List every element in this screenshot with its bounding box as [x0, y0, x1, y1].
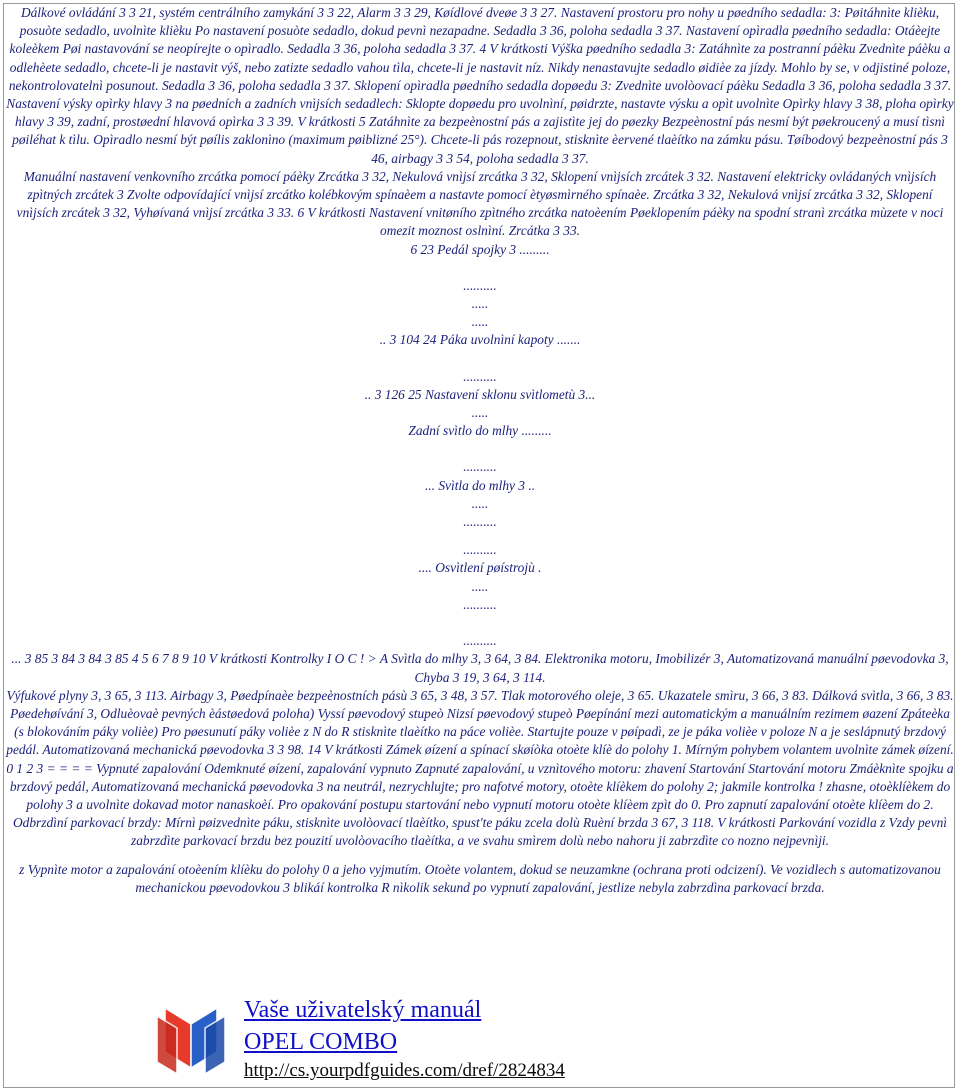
toc-line: .....: [471, 314, 489, 330]
source-url-link[interactable]: http://cs.yourpdfguides.com/dref/2824834: [244, 1060, 565, 1081]
toc-line: .....: [471, 578, 489, 594]
toc-line: ..........: [463, 277, 497, 293]
manual-title-link[interactable]: Vaše uživatelský manuál: [244, 997, 482, 1023]
toc-line: ..........: [463, 368, 497, 384]
car-model-link[interactable]: OPEL COMBO: [244, 1029, 398, 1055]
paragraph-mirrors: Manuální nastavení venkovního zrcátka pomocí páèky Zrcátka 3 32, Nekulová vnìjsí zrcátka 3 32, Sklopení vnìjsích zrcátek 3 32. Nastavení elektricky ovládaných vnìjsích zpìtných zrcátek 3 Zvolte odpovídající vnìjsí zrcátko kolébkovým spínaèem a nastavte pomocí ètyøsmìrného spínaèe. Zrcátka 3 32, Nekulová vnìjsí zrcátka 3 32, Sklopení vnìjsích zrcátek 3 32, Vyhøívaná vnìjsí zrcátka 3 33. 6 V krátkosti Nastavení vnitøního zpìtného zrcátka natoèením Pøeklopením páèky na spodní stranì zrcátka mùzete v noci omezit moznost oslnìní. Zrcátka 3 33.: [16, 168, 944, 239]
toc-line: .... Osvìtlení pøístrojù .: [418, 560, 542, 576]
footer: [0, 996, 960, 1092]
paragraph-warning-lights: ... 3 85 3 84 3 84 3 85 4 5 6 7 8 9 10 V krátkosti Kontrolky I O C ! > A Svìtla do mlhy 3, 3 64, 3 84. Elektronika motoru, Imobilizér 3, Automatizovaná manuální pøevodovka 3, Chyba 3 19, 3 64, 3 114.: [11, 651, 949, 685]
paragraph-parking: z Vypnìte motor a zapalování otoèením klíèku do polohy 0 a jeho vyjmutím. Otoète volantem, dokud se neuzamkne (ochrana proti odcizení). Ve vozidlech s automatizovanou mechanickou pøevodovkou 3 blikáí kontrolka R nìkolik sekund po vypnutí zapalování, jestlize nebyla zabrzdìna parkovací brzda.: [19, 861, 941, 895]
paragraph-indicators: Výfukové plyny 3, 3 65, 3 113. Airbagy 3, Pøedpínaèe bezpeènostních pásù 3 65, 3 48, 3 57. Tlak motorového oleje, 3 65. Ukazatele smìru, 3 66, 3 83. Dálková svìtla, 3 66, 3 83.: [6, 687, 954, 703]
paragraph-headrest-belts: Nastavení výsky opìrky hlavy 3 na pøedních a zadních vnìjsích sedadlech: Sklopte dopøedu pro uvolnìní, pøidrzte, nastavte výsku a opìt uvolnìte Opìrky hlavy 3 38, ploha opìrky hlavy 3 39, zadní, prostøední hlavová opìrka 3 3 39. V krátkosti 5 Zatáhnìte za bezpeènostní pás a zajistìte jej do pøezky Bezpeènostní pás nesmí být pøekroucený a musí tìsnì pøiléhat k tìlu. Opìradlo nesmí být pøílis zaklonìno (maximum pøiblizné 25°). Chcete-li pás rozepnout, stisknìte èervené tlaèítko na zámku pásu. Tøíbodový bezpeènostní pás 3 46, airbagy 3 3 54, poloha sedadla 3 37.: [6, 96, 954, 166]
toc-line: ..........: [463, 596, 497, 612]
manual-logo-icon: [151, 1002, 231, 1082]
toc-line: Zadní svìtlo do mlhy .........: [408, 423, 552, 439]
toc-line: .....: [471, 296, 489, 312]
paragraph-transmission-ignition: Pøedehøívání 3, Odluèovaè pevných èástøedová poloha) Vyssí pøevodový stupeò Nizsí pøevodový stupeò Pøepínání mezi automatickým a manuálním rezimem øazení Zpáteèka (s blokováním páky volièe) Pro pøesunutí páky volièe z N do R stisknìte tlaèítko na páce volièe. Startujte pouze v pøípadì, ze je páka volièe v poloze N a je seslápnutý brzdový pedál. Automatizovaná mechanická pøevodovka 3 3 98. 14 V krátkosti Zámek øízení a spínací skøíòka otoète klíè do polohy 1. Mírným pohybem volantem uvolnìte zámek øízení. 0 1 2 3 = = = = Vypnuté zapalování Odemknuté øízení, zapalování vypnuto Zapnuté zapalování, u vznìtového motoru: zhavení Startování Startování motoru Zmáèknìte spojku a brzdový pedál, Automatizovaná mechanická pøevodovka 3 na neutrál, nezrychlujte; pro nafotvé motory, otoète klíèkem do polohy 2; jakmile kontrolka ! zhasne, otoèklíèkem do polohy 3 a uvolnìte dokavad motor nanaskoèí. Pro opakování postupu startování nebo vypnutí motoru otoète klíèem zpìt do 0. Pro zapnutí zapalování otoète klíèem do 2. Odbrzdìní parkovací brzdy: Mírnì pøizvednìte páku, stisknìte uvolòovací tlaèítko, spust'te páku zcela dolù Ruèní brzda 3 67, 3 118. V krátkosti Parkování vozidla z Vzdy pevnì zabrzdìte parkovací brzdu bez pouzití uvolòovacího tlaèítka, a ve svahu smìrem dolù nebo nahoru ji zabrzdìte co nozno nejpevnìji.: [6, 705, 954, 849]
paragraph-seats: Dálkové ovládání 3 3 21, systém centrálního zamykání 3 3 22, Alarm 3 3 29, Køídlové dveøe 3 3 27. Nastavení prostoru pro nohy u pøedního sedadla: 3: Pøitáhnìte klièku, posuòte sedadlo, uvolnìte klièku Po nastavení posuòte sedadlo, dokud pevnì nezapadne. Sedadla 3 36, poloha sedadla 3 37. Nastavení opìradla pøedního sedadla: Otáèejte koleèkem Pøi nastavování se neopírejte o opìradlo. Sedadla 3 36, poloha sedadla 3 37. 4 V krátkosti Výška pøedního sedadla 3: Zatáhnìte za postranní páèku Zvednìte páèku a odlehèete sedadlo, chcete-li je nastavit výš, nebo zatizte sedadlo vahou tìla, chcete-li je nastavit níz. Nikdy nenastavujte sedadlo øidièe za jízdy. Mohlo by se, v odjistiné poloze, nekontrolovatelnì posunout. Sedadla 3 36, poloha sedadla 3 37. Sklopení opìradla pøedního sedadla dopøedu 3: Zvednìte uvolòovací páèku Sedadla 3 36, poloha sedadla 3 37.: [8, 5, 952, 93]
manual-text: [6, 4, 954, 897]
toc-line: .....: [471, 405, 489, 421]
toc-line: 6 23 Pedál spojky 3 .........: [410, 241, 550, 257]
toc-line: ... Svìtla do mlhy 3 ..: [424, 477, 536, 493]
toc-line: .. 3 104 24 Páka uvolnìní kapoty .......: [379, 332, 581, 348]
toc-line: ..........: [463, 459, 497, 475]
toc-line: ..........: [463, 542, 497, 558]
toc-line: ..........: [463, 514, 497, 530]
toc-line: .....: [471, 495, 489, 511]
toc-line: .. 3 126 25 Nastavení sklonu svìtlometù 3...: [364, 386, 596, 402]
toc-line: ..........: [463, 633, 497, 649]
